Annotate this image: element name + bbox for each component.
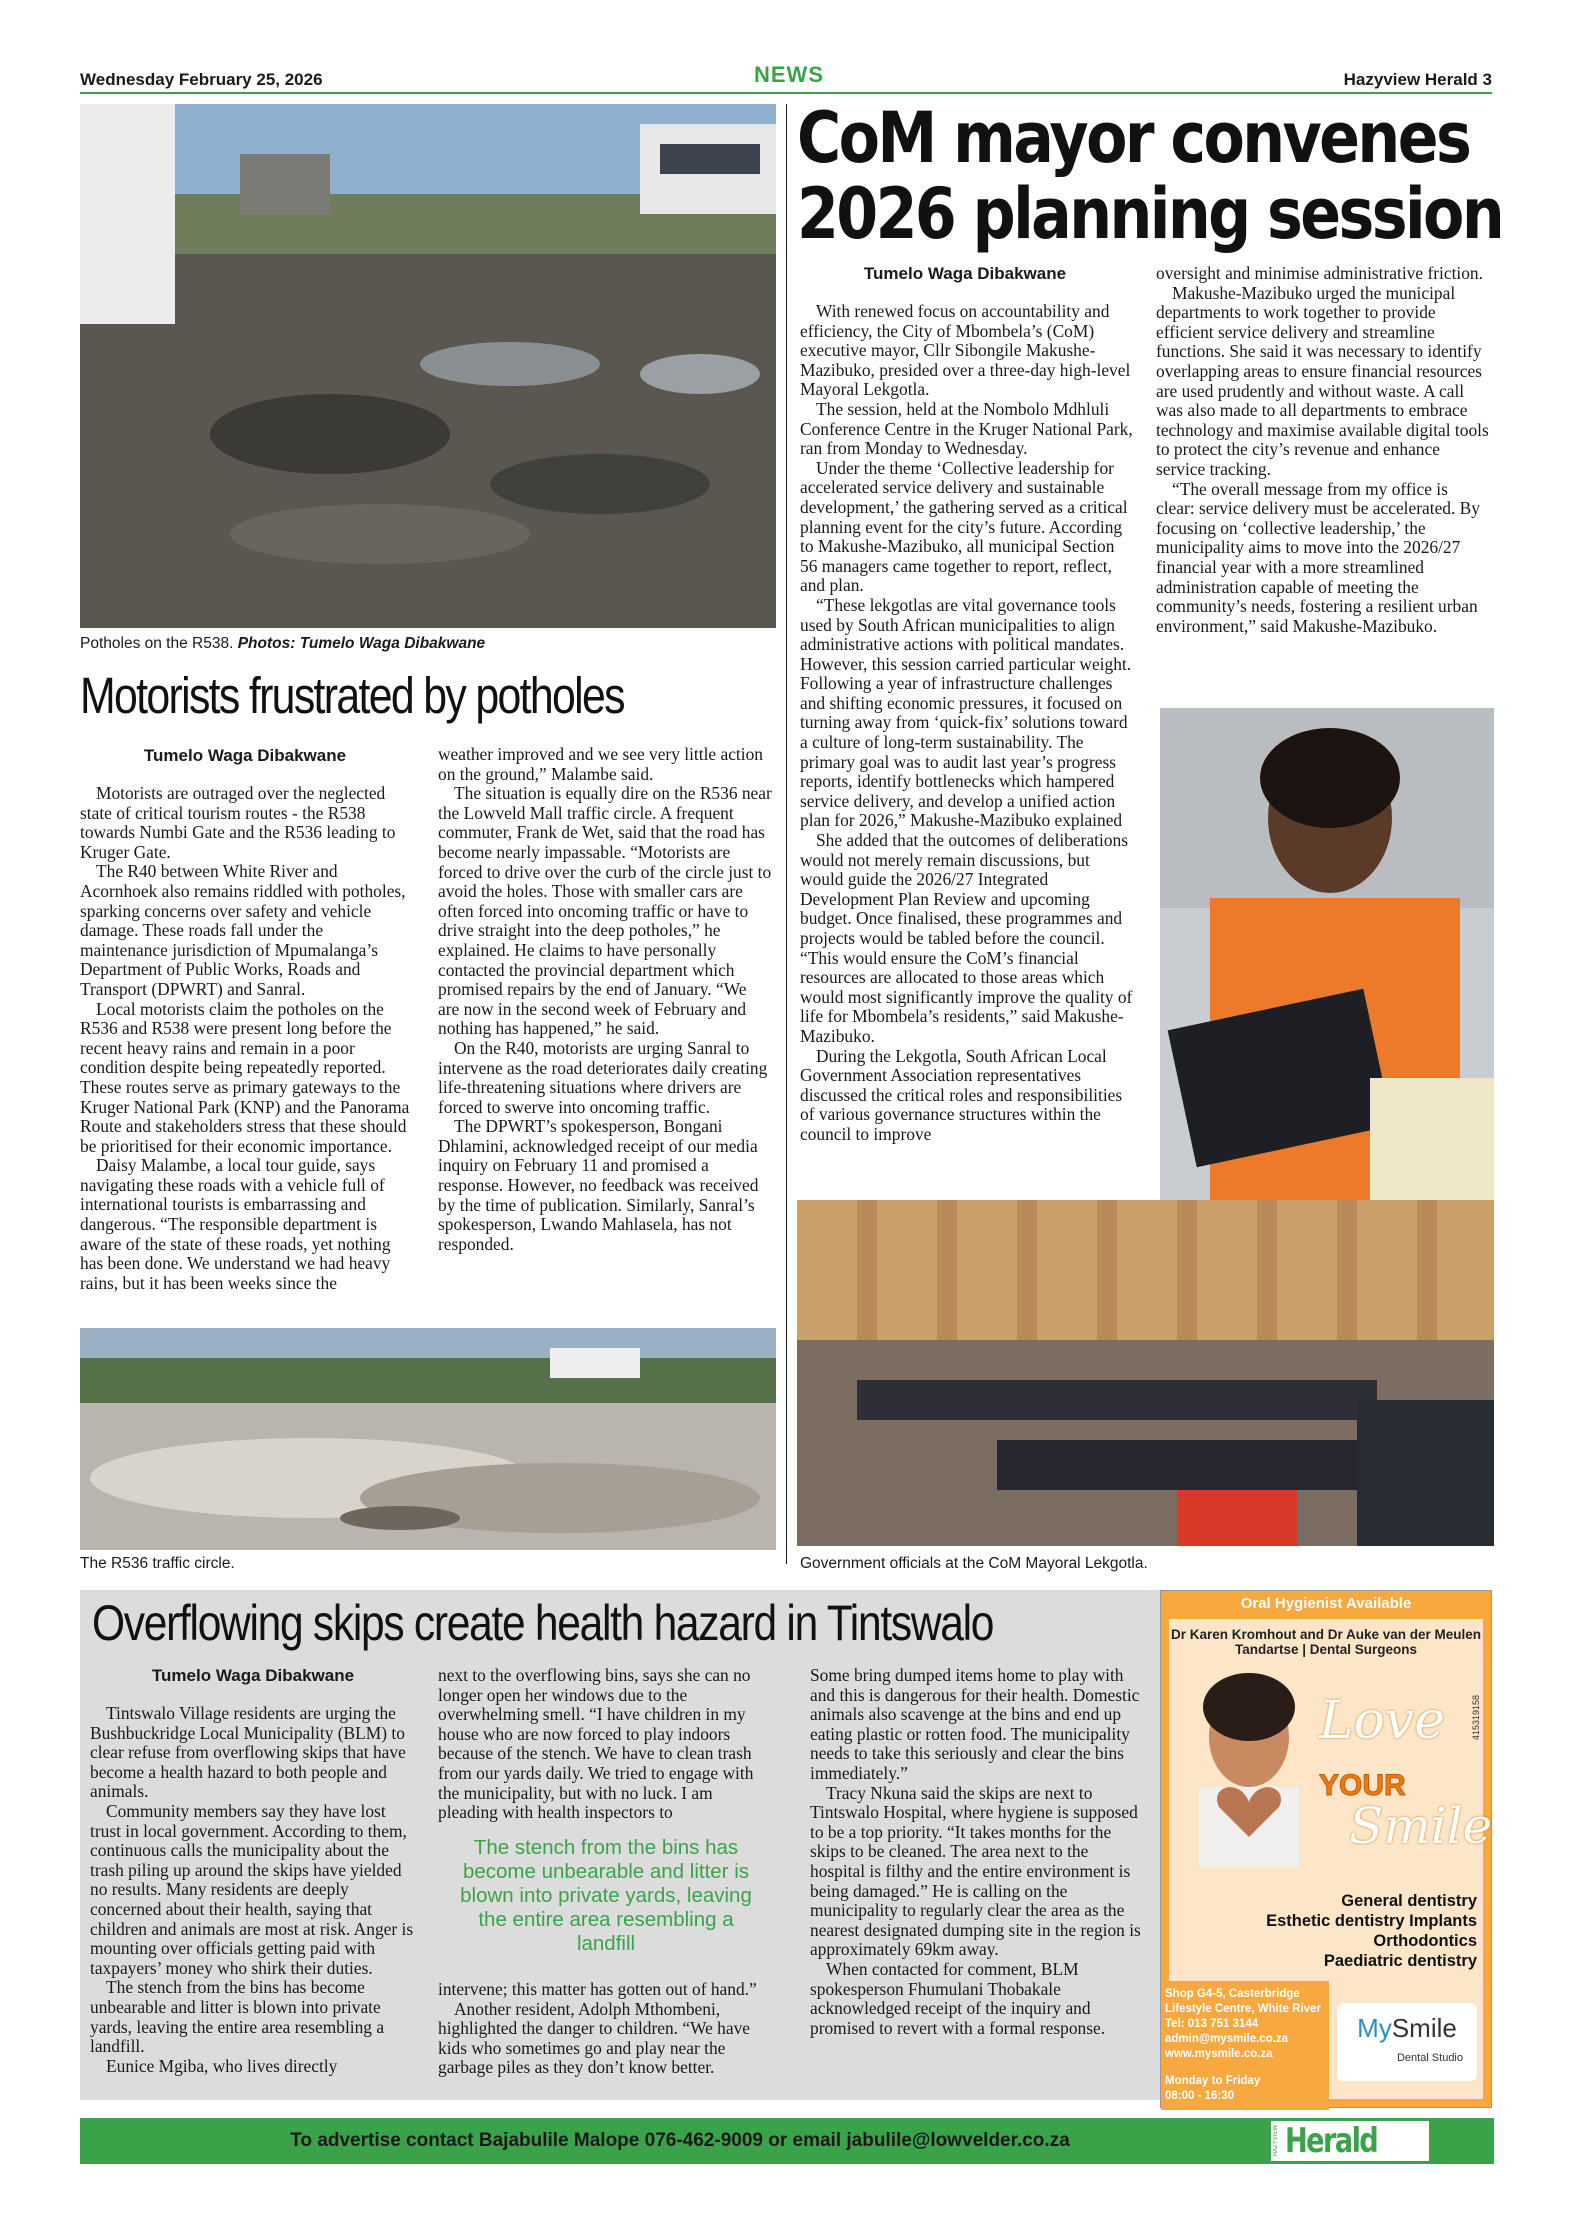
paragraph: Daisy Malambe, a local tour guide, says navigating these roads with a vehicle full of international tourists is embarrassing and dangerous. “The responsible department is aware of the state of these roads, yet nothing has been done. We understand we had heavy rains, but it has been weeks since the bbox=[80, 1155, 391, 1293]
issue-date: Wednesday February 25, 2026 bbox=[80, 70, 323, 89]
ad-body bbox=[1165, 1619, 1493, 2102]
paragraph: Under the theme ‘Collective leadership for accelerated service delivery and sustainable development,’ the gathering served as a critical planning event for the city’s future. According to Makushe-Mazibuko, all municipal Section 56 managers came together to report, reflect, and plan. bbox=[800, 457, 1128, 596]
paragraph: The R40 between White River and Acornhoek also remains riddled with potholes, sparking concerns over safety and vehicle damage. These roads fall under the maintenance jurisdiction of Mpumalanga’s Department of Public Works, Roads and Transport (DPWRT) and Sanral. bbox=[80, 861, 406, 999]
paragraph: “The overall message from my office is clear: service delivery must be accelerated. By focusing on ‘collective leadership,’ the municipality aims to move into the 2026/27 financial year with a more streamlined administration capable of meeting the community’s needs, fostering a resilient urban environment,” said Makushe-Mazibuko. bbox=[1156, 478, 1480, 636]
paragraph: weather improved and we see very little action on the ground,” Malambe said. bbox=[438, 744, 763, 784]
ad-service-item: Esthetic dentistry Implants bbox=[1266, 1912, 1477, 1930]
potholes-photo-caption: Potholes on the R538. Photos: Tumelo Waga Dibakwane bbox=[80, 635, 486, 652]
skips-column-2-bottom bbox=[438, 1980, 774, 2078]
potholes-photo bbox=[80, 104, 776, 628]
paragraph: Tracy Nkuna said the skips are next to Tintswalo Hospital, where hygiene is supposed to be a top priority. “It takes months for the skips to be cleaned. The area next to the hospital is filthy and the entire environment is being damaged.” He is calling on the municipality to regularly clear the area as the nearest designated dumping site in the region is approximately 69km away. bbox=[810, 1782, 1141, 1960]
mysmile-logo: MySmile Dental Studio bbox=[1337, 2003, 1477, 2081]
ad-your-text: YOUR bbox=[1319, 1769, 1406, 1802]
paragraph: Eunice Mgiba, who lives directly bbox=[106, 2055, 338, 2076]
mayor-column-2 bbox=[1156, 264, 1490, 636]
mayor-headline: CoM mayor convenes 2026 planning session bbox=[797, 97, 1503, 255]
paragraph: Motorists are outraged over the neglected state of critical tourism routes - the R538 towards Numbi Gate and the R536 leading to Kruger Gate. bbox=[80, 783, 396, 862]
ad-banner: Oral Hygienist Available bbox=[1161, 1591, 1491, 1616]
paragraph: Tintswalo Village residents are urging the Bushbuckridge Local Municipality (BLM) to clear refuse from overflowing skips that have become a health hazard to both people and animals. bbox=[90, 1703, 406, 1802]
paragraph: Makushe-Mazibuko urged the municipal departments to work together to provide efficient service delivery and streamline functions. She said it was necessary to identify overlapping areas to ensure financial resources are used prudently and without waste. A call was also made to all departments to embrace technology and maximise available digital tools to protect the city’s revenue and enhance service tracking. bbox=[1156, 282, 1489, 479]
paragraph: oversight and minimise administrative friction. bbox=[1156, 263, 1483, 283]
paragraph: Community members say they have lost trust in local government. According to them, continuous calls the municipality about the trash piling up around the skips have yielded no results. Many residents are deeply concerned about their health, saying that children and animals are most at risk. Anger is mounting over officials getting paid with taxpayers’ money who shirk their duties. bbox=[90, 1800, 414, 1978]
paragraph: The session, held at the Nombolo Mdhluli Conference Centre in the Kruger National Park, ran from Monday to Wednesday. bbox=[800, 398, 1133, 459]
paragraph: Another resident, Adolph Mthombeni, highlighted the danger to children. “We have kids who sometimes go and play near the garbage piles as they don’t know better. bbox=[438, 1998, 751, 2078]
footer-advertise-contact: To advertise contact Bajabulile Malope 076-462-9009 or email jabulile@lowvelder.co.za bbox=[290, 2130, 1070, 2151]
paragraph: The stench from the bins has become unbearable and litter is blown into private yards, leaving the entire area resembling a landfill. bbox=[90, 1977, 385, 2057]
ad-services bbox=[1266, 1891, 1477, 1971]
potholes-headline: Motorists frustrated by potholes bbox=[80, 667, 624, 724]
paragraph: The DPWRT’s spokesperson, Bongani Dhlamini, acknowledged receipt of our media inquiry on February 11 and promised a response. However, no feedback was received by the time of publication. Similarly, Sanral’s spokesperson, Lwando Mahlasela, has not responded. bbox=[438, 1116, 759, 1254]
page-number: Hazyview Herald 3 bbox=[1343, 70, 1492, 89]
lekgotla-meeting-caption: Government officials at the CoM Mayoral Lekgotla. bbox=[800, 1555, 1148, 1572]
paragraph: next to the overflowing bins, says she can no longer open her windows due to the overwhelming smell. “I have children in my house who are now forced to play indoors because of the stench. We have to clean trash from our yards daily. We tried to engage with the municipality, but with no luck. I am pleading with health inspectors to bbox=[438, 1665, 754, 1823]
skips-pullquote: The stench from the bins has become unbearable and litter is blown into private yards, leaving the entire area resembling a landfill bbox=[460, 1836, 752, 1955]
paragraph: During the Lekgotla, South African Local Government Association representatives discussed the critical roles and responsibilities of various governance structures within the council to improve bbox=[800, 1045, 1123, 1144]
lekgotla-meeting-photo bbox=[797, 1200, 1494, 1546]
ad-service-item: General dentistry bbox=[1341, 1892, 1477, 1910]
paragraph: “These lekgotlas are vital governance tools used by South African municipalities to align administrative actions with political mandates. However, this session carried particular weight. Following a year of infrastructure challenges and shifting economic pressures, it focused on turning away from ‘quick-fix’ solutions toward a culture of long-term sustainability. The primary goal was to audit last year’s progress reports, identify bottlenecks which hampered service delivery, and develop a unified action plan for 2026,” Makushe-Mazibuko explained bbox=[800, 594, 1132, 831]
paragraph: Some bring dumped items home to play with and this is dangerous for their health. Domestic animals also scavenge at the bins and end up eating plastic or rotten food. The municipality needs to take this seriously and clear the bins immediately.” bbox=[810, 1665, 1140, 1783]
skips-column-1 bbox=[90, 1704, 418, 2076]
mysmile-advert[interactable] bbox=[1160, 1590, 1492, 2108]
skips-column-2-top bbox=[438, 1666, 774, 1823]
section-label: NEWS bbox=[754, 62, 824, 87]
paragraph: With renewed focus on accountability and efficiency, the City of Mbombela’s (CoM) executive mayor, Cllr Sibongile Makushe-Mazibuko, presided over a three-day high-level Mayoral Lekgotla. bbox=[800, 301, 1131, 400]
paragraph: On the R40, motorists are urging Sanral to intervene as the road deteriorates daily creating life-threatening situations where drivers are forced to swerve into oncoming traffic. bbox=[438, 1037, 768, 1117]
ad-smile-text: Smile bbox=[1349, 1797, 1493, 1855]
herald-logo: HAZYVIEW Herald bbox=[1270, 2120, 1430, 2162]
potholes-column-1 bbox=[80, 784, 414, 1293]
potholes-byline: Tumelo Waga Dibakwane bbox=[143, 746, 347, 765]
ad-website-link[interactable]: www.mysmile.co.za bbox=[1165, 2048, 1273, 2060]
ad-subtitle: Tandartse | Dental Surgeons bbox=[1234, 1642, 1418, 1657]
skips-byline: Tumelo Waga Dibakwane bbox=[151, 1666, 355, 1685]
paragraph: She added that the outcomes of deliberations would not merely remain discussions, but would guide the 2026/27 Integrated Development Plan Review and upcoming budget. Once finalised, these programmes and projects would be tabled before the council. “This would ensure the CoM’s financial resources are allocated to those areas which would most significantly improve the quality of life for Mbombela’s residents,” said Makushe-Mazibuko. bbox=[800, 830, 1133, 1046]
paragraph: Local motorists claim the potholes on the R536 and R538 were present long before the recent heavy rains and remain in a poor condition despite being repeatedly reported. These routes serve as primary gateways to the Kruger National Park (KNP) and the Panorama Route and stakeholders stress that these should be prioritised for their economic importance. bbox=[80, 998, 410, 1156]
skips-column-3 bbox=[810, 1666, 1144, 2038]
ad-love-text: Love bbox=[1319, 1691, 1445, 1751]
ad-doctors: Dr Karen Kromhout and Dr Auke van der Meulen bbox=[1170, 1627, 1482, 1642]
mayor-portrait-photo bbox=[1160, 708, 1494, 1206]
traffic-circle-photo bbox=[80, 1328, 776, 1550]
paragraph: When contacted for comment, BLM spokesperson Fhumulani Thobakale acknowledged receipt of the inquiry and promised to revert with a formal response. bbox=[810, 1958, 1106, 2038]
smiling-woman-photo bbox=[1169, 1667, 1319, 1867]
skips-headline: Overflowing skips create health hazard in Tintswalo bbox=[92, 1595, 994, 1651]
ad-email-link[interactable]: admin@mysmile.co.za bbox=[1165, 2033, 1289, 2045]
paragraph: intervene; this matter has gotten out of hand.” bbox=[438, 1979, 757, 1999]
mayor-byline: Tumelo Waga Dibakwane bbox=[863, 264, 1067, 283]
ad-code: 415319158 bbox=[1471, 1695, 1481, 1741]
column-divider bbox=[786, 104, 787, 1564]
ad-service-item: Orthodontics bbox=[1373, 1932, 1477, 1950]
ad-service-item: Paediatric dentistry bbox=[1323, 1952, 1477, 1970]
ad-address-block: Shop G4-5, Casterbridge Lifestyle Centre, White River Tel: 013 751 3144 admin@mysmile.co.za www.mysmile.co.za Monday to Friday 08:00 - 16:30 bbox=[1161, 1981, 1329, 2110]
paragraph: The situation is equally dire on the R536 near the Lowveld Mall traffic circle. A frequent commuter, Frank de Wet, said that the road has become nearly impassable. “Motorists are forced to drive over the curb of the circle just to avoid the holes. Those with smaller cars are often forced into oncoming traffic or have to drive straight into the deep potholes,” he explained. He claims to have personally contacted the provincial department which promised repairs by the end of January. “We are now in the second week of February and nothing has happened,” he said. bbox=[438, 783, 772, 1039]
header-rule bbox=[80, 92, 1492, 94]
potholes-column-2 bbox=[438, 745, 772, 1254]
mayor-column-1 bbox=[800, 302, 1134, 1145]
traffic-circle-caption: The R536 traffic circle. bbox=[80, 1555, 235, 1572]
